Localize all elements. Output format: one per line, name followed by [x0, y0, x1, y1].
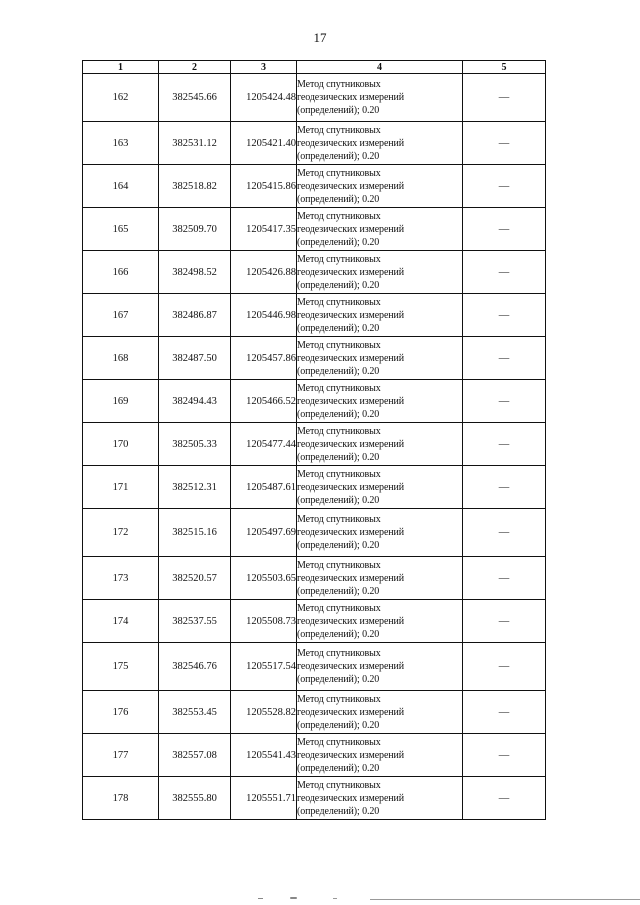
- method-line-3: (определений); 0.20: [297, 494, 380, 506]
- method-line-2: геодезических измерений: [297, 792, 405, 804]
- table-row: [83, 777, 546, 820]
- table-row: [83, 557, 546, 600]
- dash-value: —: [498, 572, 510, 584]
- method-line-3: (определений); 0.20: [297, 105, 380, 116]
- header-col-5: 5: [463, 61, 546, 74]
- method-description: [297, 251, 463, 294]
- coordinate-y: 1205487.61: [231, 466, 297, 509]
- method-description: [297, 509, 463, 557]
- dash-value: —: [498, 137, 510, 149]
- method-line-2: геодезических измерений: [297, 92, 405, 103]
- column-5-value: [463, 691, 546, 734]
- table-row: [83, 423, 546, 466]
- dash-value: —: [498, 527, 510, 538]
- coordinate-y: 1205446.98: [231, 294, 297, 337]
- method-line-2: геодезических измерений: [297, 661, 405, 672]
- dash-value: —: [498, 792, 510, 804]
- method-line-3: (определений); 0.20: [297, 762, 380, 774]
- table-body: [83, 74, 546, 820]
- method-line-2: геодезических измерений: [297, 481, 405, 493]
- coordinate-x: 382505.33: [159, 423, 231, 466]
- coordinate-x: 382509.70: [159, 208, 231, 251]
- method-line-2: геодезических измерений: [297, 137, 405, 149]
- method-line-2: геодезических измерений: [297, 438, 405, 450]
- point-number: 178: [83, 777, 159, 820]
- dash-value: —: [498, 706, 510, 718]
- method-line-3: (определений); 0.20: [297, 585, 380, 597]
- coordinates-table: [82, 60, 546, 820]
- dash-value: —: [498, 180, 510, 192]
- coordinate-x: 382520.57: [159, 557, 231, 600]
- header-col-1: 1: [83, 61, 159, 74]
- method-line-3: (определений); 0.20: [297, 150, 380, 162]
- method-line-1: Метод спутниковых: [297, 648, 381, 659]
- point-number: 172: [83, 509, 159, 557]
- method-line-1: Метод спутниковых: [297, 253, 381, 265]
- coordinate-x: 382555.80: [159, 777, 231, 820]
- method-description: [297, 734, 463, 777]
- coordinate-y: 1205508.73: [231, 600, 297, 643]
- method-line-1: Метод спутниковых: [297, 602, 381, 614]
- method-line-1: Метод спутниковых: [297, 339, 381, 351]
- method-line-3: (определений); 0.20: [297, 365, 380, 377]
- method-description: [297, 165, 463, 208]
- coordinate-y: 1205541.43: [231, 734, 297, 777]
- method-description: [297, 122, 463, 165]
- coordinate-y: 1205417.35: [231, 208, 297, 251]
- coordinate-y: 1205517.54: [231, 643, 297, 691]
- coordinate-y: 1205528.82: [231, 691, 297, 734]
- dash-value: —: [498, 223, 510, 235]
- dash-value: —: [498, 481, 510, 493]
- method-line-1: Метод спутниковых: [297, 210, 381, 222]
- method-line-1: Метод спутниковых: [297, 559, 381, 571]
- method-line-1: Метод спутниковых: [297, 779, 381, 791]
- method-description: [297, 466, 463, 509]
- method-line-3: (определений); 0.20: [297, 674, 380, 685]
- method-line-1: Метод спутниковых: [297, 296, 381, 308]
- method-line-1: Метод спутниковых: [297, 124, 381, 136]
- column-5-value: [463, 777, 546, 820]
- table-row: [83, 251, 546, 294]
- dash-value: —: [498, 395, 510, 407]
- table-row: [83, 466, 546, 509]
- method-line-3: (определений); 0.20: [297, 805, 380, 817]
- table-row: [83, 208, 546, 251]
- coordinate-x: 382512.31: [159, 466, 231, 509]
- point-number: 173: [83, 557, 159, 600]
- dash-value: —: [498, 749, 510, 761]
- point-number: 175: [83, 643, 159, 691]
- coordinate-x: 382498.52: [159, 251, 231, 294]
- method-line-2: геодезических измерений: [297, 309, 405, 321]
- point-number: 165: [83, 208, 159, 251]
- column-5-value: [463, 165, 546, 208]
- page-number: 17: [313, 30, 327, 45]
- method-description: [297, 74, 463, 122]
- method-line-3: (определений); 0.20: [297, 193, 380, 205]
- method-line-1: Метод спутниковых: [297, 468, 381, 480]
- dash-value: —: [498, 309, 510, 321]
- method-description: [297, 600, 463, 643]
- scan-artifact: [290, 897, 297, 899]
- method-line-3: (определений); 0.20: [297, 451, 380, 463]
- method-line-2: геодезических измерений: [297, 527, 405, 538]
- dash-value: —: [498, 352, 510, 364]
- coordinate-x: 382545.66: [159, 74, 231, 122]
- point-number: 169: [83, 380, 159, 423]
- coordinate-x: 382494.43: [159, 380, 231, 423]
- table-header-row: [83, 61, 546, 74]
- coordinate-x: 382553.45: [159, 691, 231, 734]
- dash-value: —: [498, 92, 510, 103]
- method-line-2: геодезических измерений: [297, 615, 405, 627]
- table-row: [83, 294, 546, 337]
- table-row: [83, 509, 546, 557]
- column-5-value: [463, 643, 546, 691]
- point-number: 177: [83, 734, 159, 777]
- method-line-3: (определений); 0.20: [297, 628, 380, 640]
- method-line-2: геодезических измерений: [297, 706, 405, 718]
- table-row: [83, 691, 546, 734]
- method-description: [297, 380, 463, 423]
- point-number: 164: [83, 165, 159, 208]
- method-line-1: Метод спутниковых: [297, 425, 381, 437]
- point-number: 163: [83, 122, 159, 165]
- column-5-value: [463, 734, 546, 777]
- dash-value: —: [498, 661, 510, 672]
- method-description: [297, 294, 463, 337]
- dash-value: —: [498, 438, 510, 450]
- column-5-value: [463, 251, 546, 294]
- method-line-2: геодезических измерений: [297, 352, 405, 364]
- method-line-1: Метод спутниковых: [297, 693, 381, 705]
- table-row: [83, 122, 546, 165]
- table-row: [83, 337, 546, 380]
- point-number: 174: [83, 600, 159, 643]
- table-row: [83, 380, 546, 423]
- method-line-2: геодезических измерений: [297, 266, 405, 278]
- coordinate-x: 382486.87: [159, 294, 231, 337]
- point-number: 162: [83, 74, 159, 122]
- column-5-value: [463, 423, 546, 466]
- coordinate-y: 1205421.40: [231, 122, 297, 165]
- method-description: [297, 691, 463, 734]
- point-number: 166: [83, 251, 159, 294]
- coordinate-y: 1205477.44: [231, 423, 297, 466]
- column-5-value: [463, 380, 546, 423]
- header-col-4: 4: [297, 61, 463, 74]
- point-number: 168: [83, 337, 159, 380]
- coordinate-x: 382557.08: [159, 734, 231, 777]
- header-col-3: 3: [231, 61, 297, 74]
- method-description: [297, 643, 463, 691]
- coordinate-y: 1205457.86: [231, 337, 297, 380]
- method-line-2: геодезических измерений: [297, 749, 405, 761]
- method-line-2: геодезических измерений: [297, 180, 405, 192]
- coordinate-x: 382487.50: [159, 337, 231, 380]
- column-5-value: [463, 509, 546, 557]
- coordinate-y: 1205424.48: [231, 74, 297, 122]
- table-row: [83, 643, 546, 691]
- coordinate-y: 1205415.86: [231, 165, 297, 208]
- method-description: [297, 423, 463, 466]
- method-line-3: (определений); 0.20: [297, 719, 380, 731]
- method-line-3: (определений); 0.20: [297, 322, 380, 334]
- dash-value: —: [498, 266, 510, 278]
- coordinate-x: 382515.16: [159, 509, 231, 557]
- scan-artifact: [333, 898, 337, 899]
- method-description: [297, 208, 463, 251]
- method-line-1: Метод спутниковых: [297, 736, 381, 748]
- method-description: [297, 337, 463, 380]
- column-5-value: [463, 122, 546, 165]
- table-row: [83, 734, 546, 777]
- method-line-1: Метод спутниковых: [297, 514, 381, 525]
- column-5-value: [463, 600, 546, 643]
- column-5-value: [463, 466, 546, 509]
- coordinate-y: 1205497.69: [231, 509, 297, 557]
- point-number: 170: [83, 423, 159, 466]
- coordinate-x: 382546.76: [159, 643, 231, 691]
- method-description: [297, 777, 463, 820]
- method-line-1: Метод спутниковых: [297, 79, 381, 90]
- column-5-value: [463, 294, 546, 337]
- coordinate-x: 382531.12: [159, 122, 231, 165]
- column-5-value: [463, 74, 546, 122]
- column-5-value: [463, 208, 546, 251]
- method-line-2: геодезических измерений: [297, 395, 405, 407]
- table-row: [83, 600, 546, 643]
- coordinate-y: 1205551.71: [231, 777, 297, 820]
- table-row: [83, 74, 546, 122]
- scan-artifact: [258, 898, 263, 899]
- column-5-value: [463, 337, 546, 380]
- method-description: [297, 557, 463, 600]
- coordinate-x: 382518.82: [159, 165, 231, 208]
- coordinate-y: 1205426.88: [231, 251, 297, 294]
- point-number: 167: [83, 294, 159, 337]
- header-col-2: 2: [159, 61, 231, 74]
- table-row: [83, 165, 546, 208]
- coordinate-y: 1205466.52: [231, 380, 297, 423]
- method-line-1: Метод спутниковых: [297, 167, 381, 179]
- method-line-3: (определений); 0.20: [297, 540, 380, 551]
- method-line-3: (определений); 0.20: [297, 279, 380, 291]
- coordinate-x: 382537.55: [159, 600, 231, 643]
- column-5-value: [463, 557, 546, 600]
- point-number: 171: [83, 466, 159, 509]
- footer-rule: [370, 899, 640, 900]
- method-line-3: (определений); 0.20: [297, 408, 380, 420]
- point-number: 176: [83, 691, 159, 734]
- method-line-1: Метод спутниковых: [297, 382, 381, 394]
- method-line-2: геодезических измерений: [297, 223, 405, 235]
- method-line-3: (определений); 0.20: [297, 236, 380, 248]
- coordinate-y: 1205503.65: [231, 557, 297, 600]
- method-line-2: геодезических измерений: [297, 572, 405, 584]
- dash-value: —: [498, 615, 510, 627]
